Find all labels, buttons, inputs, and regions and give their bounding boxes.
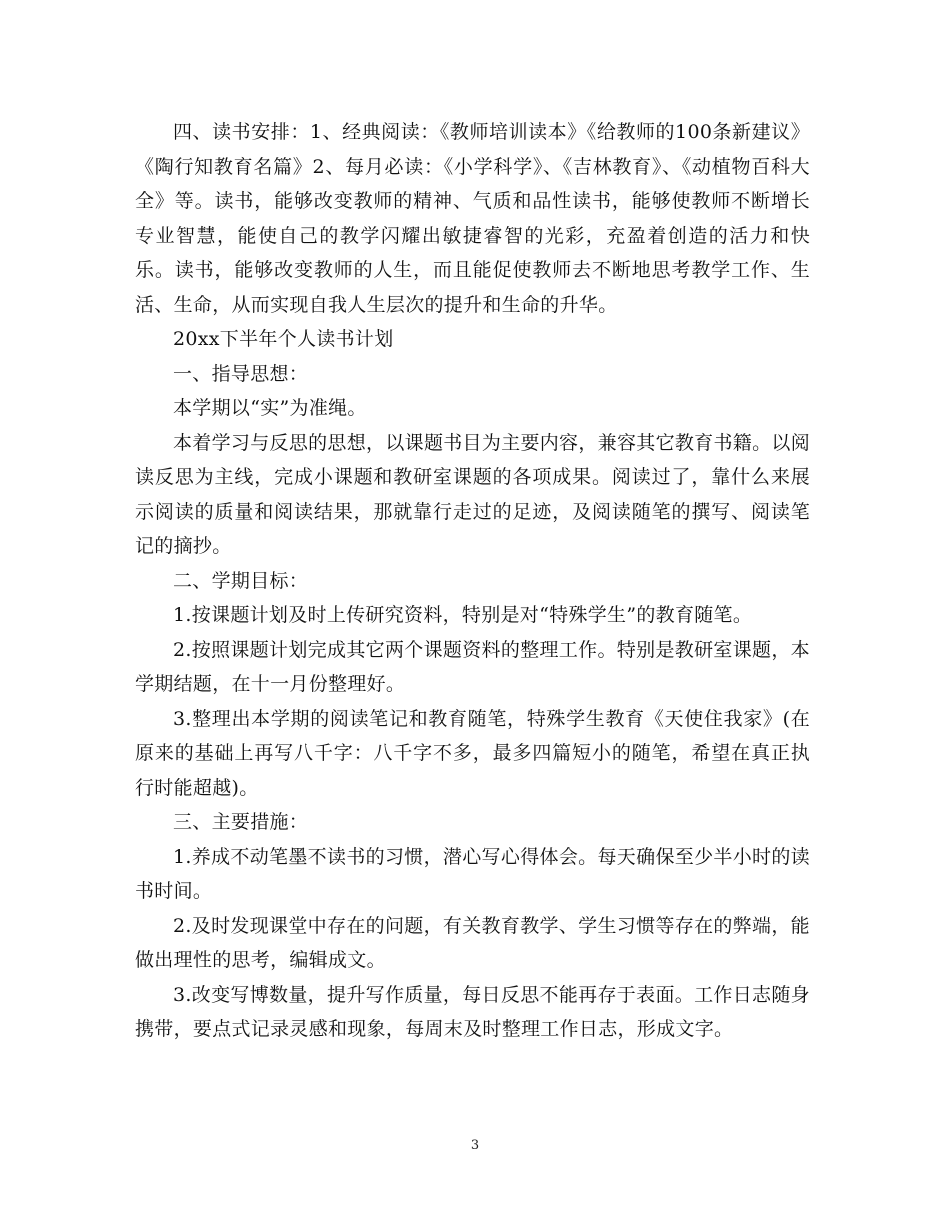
measure-item-2: 2.及时发现课堂中存在的问题，有关教育教学、学生习惯等存在的弊端，能做出理性的思考，编辑成文。 — [135, 914, 810, 971]
heading-main-measures: 三、主要措施： — [173, 811, 309, 833]
goal-item-2: 2.按照课题计划完成其它两个课题资料的整理工作。特别是教研室课题，本学期结题，在十一月份整理好。 — [135, 638, 810, 695]
measure-item-1: 1.养成不动笔墨不读书的习惯，潜心写心得体会。每天确保至少半小时的读书时间。 — [135, 845, 810, 902]
document-body — [135, 115, 810, 1047]
page-number: 3 — [470, 1138, 480, 1153]
paragraph-principle: 本学期以“实”为准绳。 — [173, 397, 367, 419]
goal-item-3: 3.整理出本学期的阅读笔记和教育随笔，特殊学生教育《天使住我家》(在原来的基础上再写八千字：八千字不多，最多四篇短小的随笔，希望在真正执行时能超越)。 — [135, 707, 810, 799]
goal-item-1: 1.按课题计划及时上传研究资料，特别是对“特殊学生”的教育随笔。 — [173, 604, 753, 626]
paragraph-reading-arrangement: 四、读书安排：1、经典阅读：《教师培训读本》《给教师的100条新建议》《陶行知教育名篇》2、每月必读：《小学科学》、《吉林教育》、《动植物百科大全》等。读书，能够改变教师的精神、气质和品性读书，能够使教师不断增长专业智慧，能使自己的教学闪耀出敏捷睿智的光彩，充盈着创造的活力和快乐。读书，能够改变教师的人生，而且能促使教师去不断地思考教学工作、生活、生命，从而实现自我人生层次的提升和生命的升华。 — [135, 121, 810, 316]
heading-semester-goals: 二、学期目标： — [173, 569, 309, 592]
heading-guiding-ideology: 一、指导思想： — [173, 362, 309, 385]
measure-item-3: 3.改变写博数量，提升写作质量，每日反思不能再存于表面。工作日志随身携带，要点式记录灵感和现象，每周末及时整理工作日志，形成文字。 — [135, 983, 810, 1040]
section-title-reading-plan: 20xx下半年个人读书计划 — [173, 328, 394, 350]
paragraph-reflection: 本着学习与反思的思想，以课题书目为主要内容，兼容其它教育书籍。以阅读反思为主线，完成小课题和教研室课题的各项成果。阅读过了，靠什么来展示阅读的质量和阅读结果，那就靠行走过的足迹，及阅读随笔的撰写、阅读笔记的摘抄。 — [135, 431, 810, 557]
